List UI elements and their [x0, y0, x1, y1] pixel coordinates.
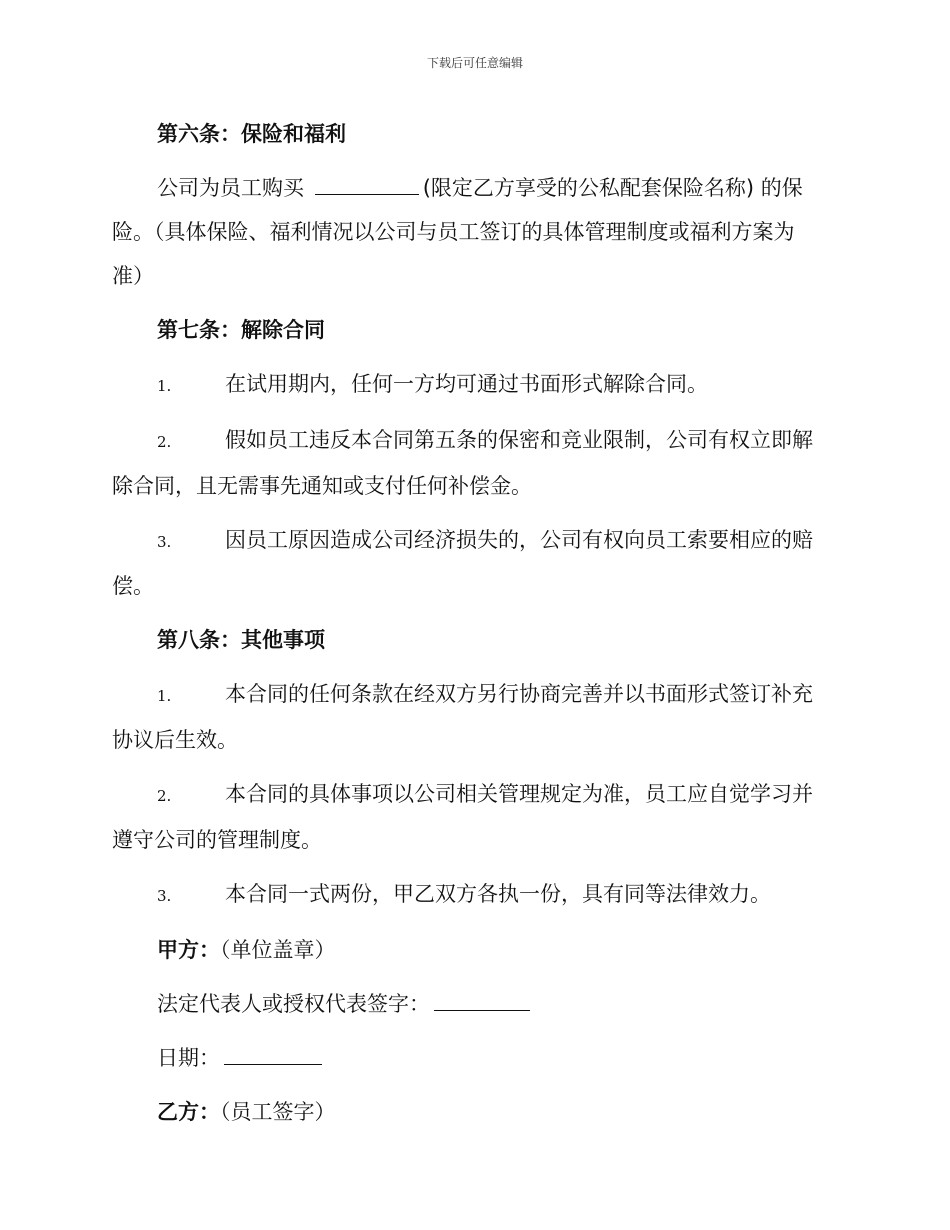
- document-body: [112, 112, 838, 1134]
- article-7-title: 第七条：解除合同: [157, 318, 325, 342]
- item-number: 1.: [157, 377, 172, 395]
- article-7-item-2-cont: 除合同，且无需事先通知或支付任何补偿金。: [112, 474, 532, 498]
- item-text: 本合同一式两份，甲乙双方各执一份，具有同等法律效力。: [225, 882, 771, 906]
- article-6-text-pre: 公司为员工购买: [157, 176, 304, 200]
- page-header: 下载后可任意编辑: [426, 56, 523, 70]
- representative-signature-line: [112, 982, 838, 1026]
- party-a-line: [112, 928, 838, 972]
- party-b-note: （员工签字）: [220, 1100, 336, 1124]
- item-text: 因员工原因造成公司经济损失的，公司有权向员工索要相应的赔: [225, 528, 813, 552]
- article-6-para-line-2: 险。（具体保险、福利情况以公司与员工签订的具体管理制度或福利方案为: [112, 220, 795, 244]
- article-6-title: 第六条：保险和福利: [157, 122, 346, 146]
- article-8-title: 第八条：其他事项: [157, 628, 325, 652]
- party-a-label: 甲方：: [157, 938, 220, 962]
- item-text: 本合同的任何条款在经双方另行协商完善并以书面形式签订补充: [225, 682, 813, 706]
- representative-label: 法定代表人或授权代表签字：: [157, 992, 430, 1016]
- insurance-name-blank: [315, 193, 419, 195]
- date-line: [112, 1036, 838, 1080]
- article-8-item-1: [112, 672, 838, 718]
- article-6-text-post: (限定乙方享受的公私配套保险名称) 的保: [422, 176, 803, 200]
- party-b-line: [112, 1090, 838, 1134]
- party-b-label: 乙方：: [157, 1100, 220, 1124]
- item-number: 2.: [157, 787, 172, 805]
- item-text: 假如员工违反本合同第五条的保密和竞业限制，公司有权立即解: [225, 428, 813, 452]
- article-7-item-3: [112, 518, 838, 564]
- date-blank: [224, 1063, 322, 1065]
- article-8-item-1-cont: 协议后生效。: [112, 728, 238, 752]
- article-7-item-1: [112, 362, 838, 408]
- article-7-item-2: [112, 418, 838, 464]
- article-8-item-2-cont: 遵守公司的管理制度。: [112, 828, 322, 852]
- item-number: 3.: [157, 533, 172, 551]
- article-6-para-line-1: [112, 166, 838, 210]
- item-text: 在试用期内，任何一方均可通过书面形式解除合同。: [225, 372, 708, 396]
- item-text: 本合同的具体事项以公司相关管理规定为准，员工应自觉学习并: [225, 782, 813, 806]
- article-8-item-3: [112, 872, 838, 918]
- item-number: 3.: [157, 887, 172, 905]
- article-7-item-3-cont: 偿。: [112, 574, 154, 598]
- party-a-note: （单位盖章）: [220, 938, 336, 962]
- date-label: 日期：: [157, 1046, 220, 1070]
- article-6-para-line-3: 准）: [112, 264, 154, 288]
- item-number: 1.: [157, 687, 172, 705]
- article-8-item-2: [112, 772, 838, 818]
- representative-signature-blank: [434, 1009, 530, 1011]
- item-number: 2.: [157, 433, 172, 451]
